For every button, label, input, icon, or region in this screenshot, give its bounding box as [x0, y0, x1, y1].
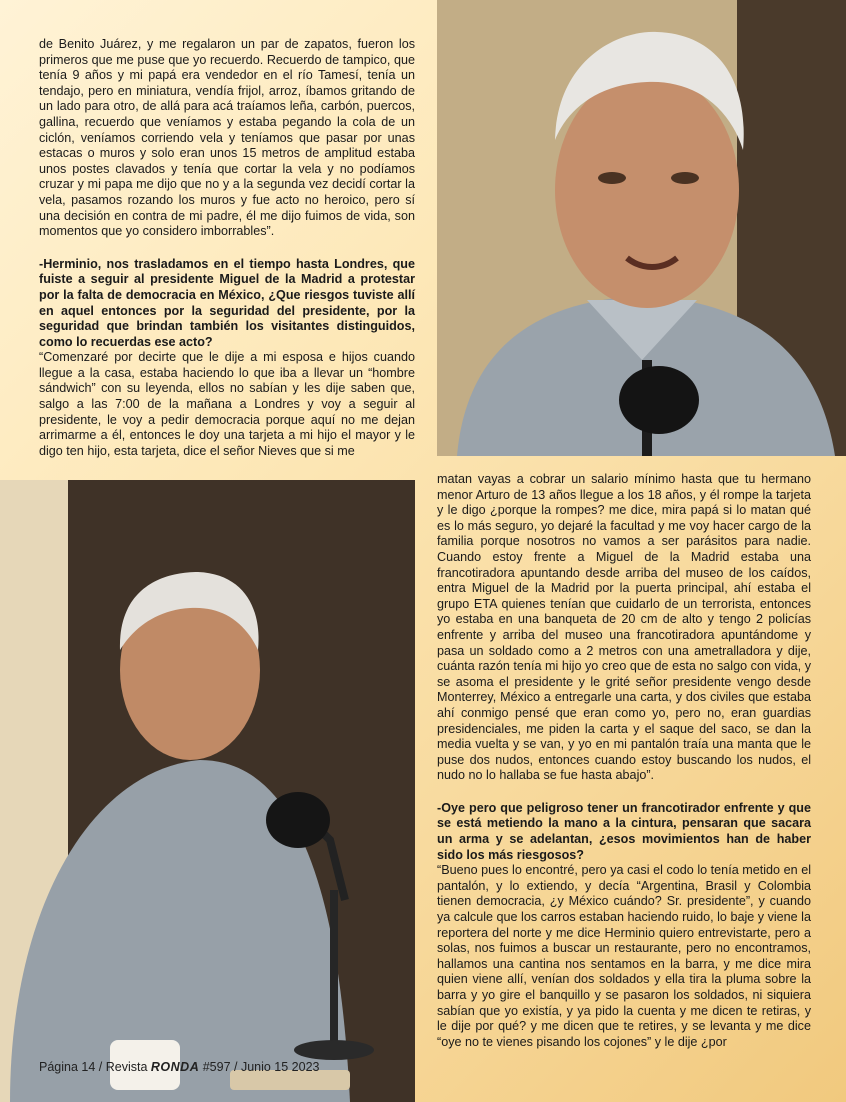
left-text-column [39, 37, 415, 459]
photo-interviewee-portrait [437, 0, 846, 456]
interview-question-london: -Herminio, nos trasladamos en el tiempo hasta Londres, que fuiste a seguir al presidente Miguel de la Madrid a protestar por la falta de democracia en México, ¿Que riesgos tuviste allí en aquel entonces por la seguridad del presidente, por la seguridad que brindan también los visitantes distinguidos, como lo recuerdas ese acto? [39, 256, 415, 349]
footer-brand: RONDA [150, 1060, 200, 1074]
footer-suffix: #597 / Junio 15 2023 [202, 1060, 320, 1074]
footer-prefix: Página 14 / Revista [39, 1060, 148, 1074]
page-footer [39, 1060, 320, 1074]
right-text-column [437, 472, 811, 1050]
interview-answer-london: “Comenzaré por decirte que le dije a mi esposa e hijos cuando llegue a la casa, estaba haciendo lo que iba a llevar un “hombre sándwich” con su leyenda, ellos no sabían y les dije saben que, salgo a las 7:00 de la mañana a Londres y voy a seguir al presidente, le voy a pedir democracia porque aquí no me dejan arrimarme a él, entonces le doy una tarjeta a mi hijo el mayor y le digo ten hijo, esta tarjeta, dice el señor Nieves que si me [39, 350, 415, 458]
portrait-illustration [437, 0, 846, 456]
interview-answer-sniper: “Bueno pues lo encontré, pero ya casi el codo lo tenía metido en el pantalón, y lo extiendo, y decía “Argentina, Brasil y Colombia tienen democracia, ¿y México cuándo? Sr. presidente”, y cuando ya calcule que los carros estaban haciendo ruido, lo baje y viene la reportera del norte y me dice Herminio quiero entrevistarte, pero a solas, nos fuimos a buscar un restaurante, pero no encontramos, hallamos una cantina nos sentamos en la barra, y me dice mira quien viene allí, venían dos soldados y ella tira la pluma sobre la barra y yo gire el banquillo y se pasaron los soldados, ni siquiera sabían que yo existía, y ya pido la cuenta y me dicen te retiras, y le dije por qué? y me dicen que te retires, y se levanta y me dice “oye no te vienes pisando los cojones” y le dije ¿por [437, 863, 811, 1049]
continuation-paragraph: matan vayas a cobrar un salario mínimo hasta que tu hermano menor Arturo de 13 años llegue a los 18 años, y él rompe la tarjeta y le digo ¿porque la rompes? me dice, mira papá si lo matan qué es lo más seguro, yo dejaré la facultad y me voy hacer cargo de la familia porque nosotros no vamos a ser parásitos para nadie. Cuando estoy frente a Miguel de la Madrid estaba una francotiradora apuntando desde arriba del museo de los caídos, entra Miguel de la Madrid por la puerta principal, ahí estaba el grupo ETA quienes tenían que cuidarlo de un terrorista, entonces yo estaba en una banqueta de 20 cm de alto y tengo 2 policías enfrente y arriba del museo una francotiradora apuntándome y pasa un soldado como a 2 metros con una ametralladora y dije, cuánta razón tenía mi hijo yo creo que de esta no salgo con vida, y se asoma el presidente y le grité señor presidente vengo desde Monterrey, México a entregarle una carta, y dos civiles que estaba ahí conmigo pensé que eran como yo, pero no, eran guardias presidenciales, me piden la carta y el saque del saco, se dan la media vuelta y se van, y yo en mi pantalón traía una manta que le puse dos nudos, entonces cuando estoy buscando los nudos, el nudo no lo hallaba se fue hasta abajo”. [437, 472, 811, 783]
interview-question-sniper: -Oye pero que peligroso tener un francotirador enfrente y que se está metiendo la mano a la cintura, pensaran que sacara un arma y se adelantan, ¿esos movimientos han de haber sido los más riesgosos? [437, 800, 811, 862]
intro-paragraph: de Benito Juárez, y me regalaron un par de zapatos, fueron los primeros que me puse que yo recuerdo. Recuerdo de tampico, que tenía 9 años y mi papá era vendedor en el río Tamesí, tenía un tendajo, pero en miniatura, vendía frijol, arroz, íbamos gritando de un lado para otro, de allá para acá traíamos leña, carbón, puercos, gallina, recuerdo que veníamos y estaba pegando la cola de un ciclón, veníamos corriendo vela y teníamos que pasar por unas estacas o muros y solo eran unos 15 metros de amplitud estaba unos postes clavados y tenía que cortar la vela y no podíamos cruzar y mi papa me dijo que no y a la segunda vez decidí cortar la vela, pasamos rozando los muros y fue acto no heroico, pero sí una decisión en contra de mi padre, él me dijo fuimos de vida, son momentos que yo considero imborrables”. [39, 37, 415, 239]
photo-interviewee-seated [0, 480, 415, 1102]
seated-illustration [0, 480, 415, 1102]
